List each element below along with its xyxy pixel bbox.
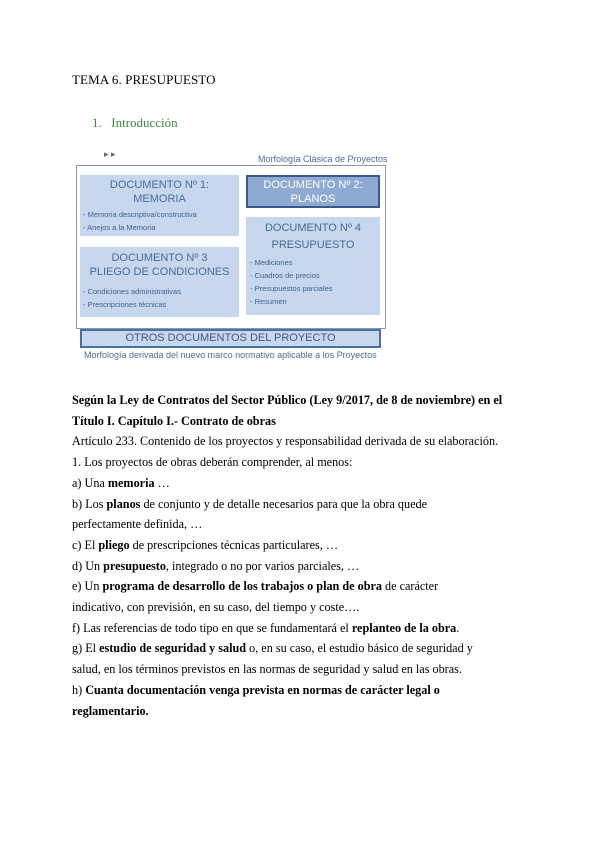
item-g <box>72 638 532 659</box>
item-e <box>72 576 532 597</box>
doc4-title-2: PRESUPUESTO <box>271 239 355 251</box>
figure-top-fragment: ▸ ▸ <box>104 149 116 159</box>
item-g-bold: estudio de seguridad y salud <box>99 641 247 656</box>
section-number: 1. <box>92 115 102 130</box>
document-2-box <box>246 175 380 208</box>
doc2-title-2: PLANOS <box>290 193 336 205</box>
doc3-item: - Prescripciones técnicas <box>83 300 167 309</box>
doc2-title-1: DOCUMENTO Nº 2: <box>263 179 363 191</box>
doc4-title-1: DOCUMENTO Nº 4 <box>264 222 362 234</box>
item-d-pre: d) Un <box>72 558 104 573</box>
document-1-box <box>80 175 239 236</box>
item-e-post: de carácter <box>382 579 439 594</box>
item-a-pre: a) Una <box>72 475 108 490</box>
item-b-cont: perfectamente definida, … <box>72 517 203 532</box>
page-title: TEMA 6. PRESUPUESTO <box>72 72 216 87</box>
item-e-pre: e) Un <box>72 579 103 594</box>
section-heading <box>92 115 178 131</box>
law-heading-1: Según la Ley de Contratos del Sector Público (Ley 9/2017, de 8 de noviembre) en el <box>72 393 503 407</box>
item-g-pre: g) El <box>72 641 100 656</box>
item-f-bold: replanteo de la obra <box>351 620 457 635</box>
item-g-cont: salud, en los términos previstos en las normas de seguridad y salud en las obras. <box>72 662 462 677</box>
item-a <box>72 473 532 494</box>
article-line: Artículo 233. Contenido de los proyectos y responsabilidad derivada de su elaboración. <box>72 434 499 449</box>
item-b-bold: planos <box>106 496 141 511</box>
item-c-bold: pliego <box>98 537 130 552</box>
doc3-title-1: DOCUMENTO Nº 3 <box>111 252 208 264</box>
item-h-pre: h) <box>72 682 86 697</box>
item-b-post: de conjunto y de detalle necesarios para que la obra quede <box>140 496 428 511</box>
doc3-title-2: PLIEGO DE CONDICIONES <box>89 266 230 278</box>
doc4-item: - Cuadros de precios <box>250 271 320 280</box>
item-h <box>72 680 532 701</box>
doc1-title-2: MEMORIA <box>133 193 186 205</box>
section-label: Introducción <box>111 115 178 130</box>
intro-line: 1. Los proyectos de obras deberán comprender, al menos: <box>72 455 353 470</box>
item-h-bold: Cuanta documentación venga prevista en normas de carácter legal o <box>85 682 440 697</box>
item-f <box>72 618 532 639</box>
item-d-bold: presupuesto <box>103 558 166 573</box>
law-heading-2: Título I. Capítulo I.- Contrato de obras <box>72 413 276 428</box>
item-f-post: . <box>456 620 460 635</box>
document-3-box <box>80 247 239 317</box>
body-text <box>72 390 532 721</box>
doc4-item: - Resumen <box>250 297 287 306</box>
doc1-title-1: DOCUMENTO Nº 1: <box>109 179 210 191</box>
item-f-pre: f) Las referencias de todo tipo en que se fundamentará el <box>72 620 352 635</box>
figure-top-caption: Morfología Clásica de Proyectos <box>258 154 388 164</box>
doc1-item: - Anejos a la Memoria <box>83 223 156 232</box>
figure-bottom-caption: Morfología derivada del nuevo marco normativo aplicable a los Proyectos <box>84 350 377 360</box>
doc4-item: - Presupuestos parciales <box>250 284 333 293</box>
item-c-post: de prescripciones técnicas particulares, … <box>129 537 339 552</box>
item-e-cont: indicativo, con previsión, en su caso, del tiempo y coste…. <box>72 600 360 615</box>
doc1-item: - Memoria descriptiva/constructiva <box>83 210 197 219</box>
item-c-pre: c) El <box>72 537 99 552</box>
item-d <box>72 556 532 577</box>
item-d-post: , integrado o no por varios parciales, … <box>165 558 360 573</box>
item-b-pre: b) Los <box>72 496 107 511</box>
item-b <box>72 494 532 515</box>
item-a-post: … <box>154 475 170 490</box>
document-4-box <box>246 217 380 315</box>
item-h-cont: reglamentario. <box>72 703 149 718</box>
item-g-post: o, en su caso, el estudio básico de seguridad y <box>246 641 473 656</box>
item-e-bold: programa de desarrollo de los trabajos o plan de obra <box>102 579 382 594</box>
item-c <box>72 535 532 556</box>
item-a-bold: memoria <box>107 475 155 490</box>
other-documents-box: OTROS DOCUMENTOS DEL PROYECTO <box>80 329 381 348</box>
doc4-item: - Mediciones <box>250 258 293 267</box>
doc3-item: - Condiciones administrativas <box>83 287 181 296</box>
